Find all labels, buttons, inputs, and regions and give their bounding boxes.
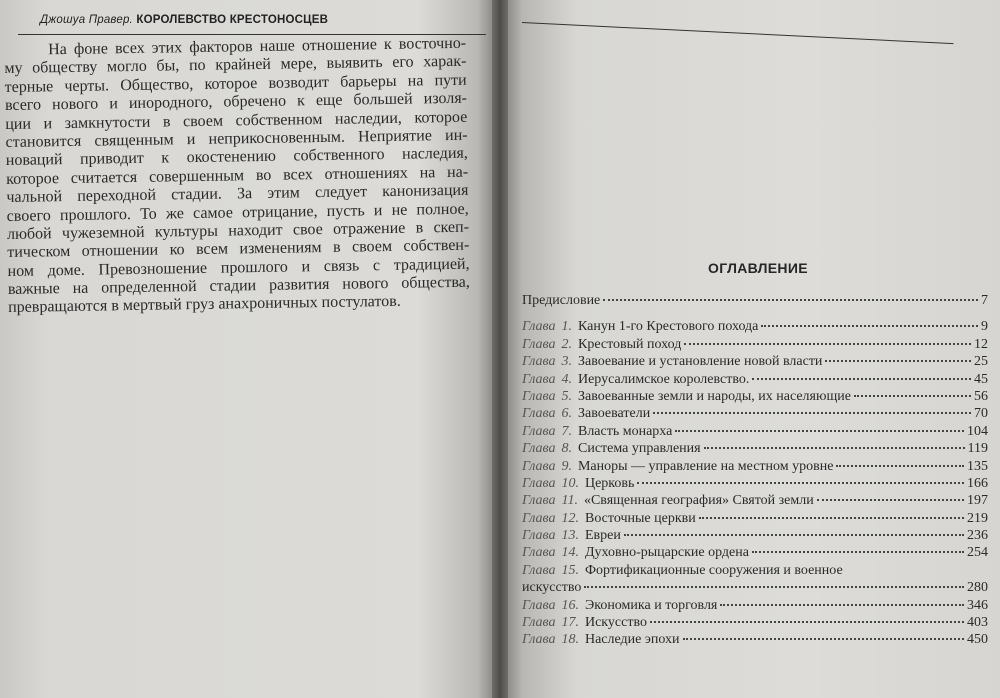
toc-entry-title: Власть монарха bbox=[577, 423, 673, 439]
toc-chapter-label: Глава bbox=[522, 406, 556, 422]
toc-chapter-label: Глава bbox=[522, 493, 556, 509]
toc-entry-chapter bbox=[522, 544, 988, 561]
text-line: любой чужеземной культуры находит свое отражение в скеп- bbox=[6, 218, 470, 243]
body-paragraph bbox=[4, 35, 470, 318]
toc-chapter-label: Глава bbox=[522, 388, 556, 404]
toc-entry-chapter bbox=[522, 458, 988, 475]
toc-chapter-label: Глава bbox=[522, 336, 556, 352]
toc-chapter-number: 6. bbox=[561, 406, 572, 422]
toc-entry-continuation bbox=[522, 579, 988, 596]
text-line: всего нового и инородного, обречено к еще большей изоля- bbox=[4, 89, 468, 115]
toc-entry-title: Система управления bbox=[577, 441, 701, 457]
toc-entry-title: Иерусалимское королевство. bbox=[577, 371, 750, 387]
toc-entry-page: 12 bbox=[974, 336, 988, 352]
toc-chapter-number: 8. bbox=[561, 441, 572, 457]
toc-entry-title: Предисловие bbox=[522, 293, 601, 308]
toc-leader-dots bbox=[584, 586, 964, 588]
toc-entry-title: Экономика и торговля bbox=[584, 597, 718, 613]
toc-leader-dots bbox=[854, 395, 971, 397]
toc-chapter-number: 16. bbox=[561, 597, 579, 613]
toc-entry-title: Завоеванные земли и народы, их населяющие bbox=[577, 388, 851, 404]
toc-leader-dots bbox=[637, 482, 964, 484]
text-line: которое считается совершенным во всех отношениях на на- bbox=[6, 163, 469, 188]
text-line: тическом отношении ко всем изменениям в своем собствен- bbox=[7, 237, 470, 262]
toc-leader-dots bbox=[704, 447, 965, 449]
toc-entry-title: Крестовый поход bbox=[577, 336, 682, 352]
toc-chapter-number: 17. bbox=[561, 615, 579, 631]
text-line: ции и замкнутости в своем собственном наследии, которое bbox=[5, 108, 468, 133]
toc-entry-title: Фортификационные сооружения и военное bbox=[584, 562, 843, 578]
toc-chapter-number: 4. bbox=[561, 371, 572, 387]
toc-entry-page: 450 bbox=[967, 632, 988, 648]
toc-leader-dots bbox=[650, 621, 964, 623]
toc-leader-dots bbox=[624, 534, 964, 536]
running-head bbox=[40, 14, 470, 26]
toc-chapter-number: 11. bbox=[561, 493, 578, 509]
toc-entry-page: 7 bbox=[981, 293, 988, 308]
table-of-contents bbox=[522, 292, 988, 649]
toc-entry-chapter bbox=[522, 510, 988, 527]
toc-leader-dots bbox=[836, 465, 964, 467]
toc-leader-dots bbox=[699, 517, 964, 519]
toc-entry-page: 135 bbox=[967, 458, 988, 474]
toc-leader-dots bbox=[817, 499, 964, 501]
toc-entry-page: 45 bbox=[974, 371, 988, 387]
left-page bbox=[0, 0, 492, 698]
toc-entry-chapter bbox=[522, 527, 988, 544]
toc-entry-chapter bbox=[522, 492, 988, 509]
text-line: терные черты. Общество, которое возводит барьеры на пути bbox=[4, 71, 467, 96]
running-head-author: Джошуа Правер. bbox=[40, 14, 133, 26]
text-line: своего прошлого. То же самое отрицание, пусть и не полное, bbox=[6, 200, 469, 225]
toc-chapter-number: 15. bbox=[561, 562, 579, 578]
toc-entry-chapter bbox=[522, 336, 988, 353]
toc-chapter-label: Глава bbox=[522, 528, 556, 544]
text-line: важные на определенной стадии развития нового общества, bbox=[7, 273, 470, 299]
toc-entry-page: 119 bbox=[967, 441, 988, 457]
toc-chapter-label: Глава bbox=[522, 615, 556, 631]
toc-entry-chapter bbox=[522, 440, 988, 457]
toc-entry-title: Завоеватели bbox=[577, 406, 651, 422]
toc-entry-preface bbox=[522, 292, 988, 309]
toc-entry-title: Маноры — управление на местном уровне bbox=[577, 458, 834, 474]
toc-chapter-label: Глава bbox=[522, 371, 556, 387]
toc-entry-title: Духовно-рыцарские ордена bbox=[584, 545, 749, 561]
toc-leader-dots bbox=[675, 430, 964, 432]
toc-entry-page: 280 bbox=[967, 580, 988, 596]
toc-chapter-number: 18. bbox=[561, 632, 579, 648]
toc-leader-dots bbox=[720, 604, 964, 606]
toc-leader-dots bbox=[684, 343, 971, 345]
toc-entry-chapter bbox=[522, 631, 988, 648]
toc-entry-title: Наследие эпохи bbox=[584, 632, 680, 648]
toc-chapter-number: 3. bbox=[561, 354, 572, 370]
toc-leader-dots bbox=[752, 378, 971, 380]
toc-entry-chapter bbox=[522, 353, 988, 370]
toc-entry-title: Восточные церкви bbox=[584, 510, 696, 526]
toc-chapter-number: 5. bbox=[561, 388, 572, 404]
toc-chapter-number: 13. bbox=[561, 528, 579, 544]
toc-entry-page: 197 bbox=[967, 493, 988, 509]
toc-entry-title: Искусство bbox=[584, 615, 647, 631]
toc-leader-dots bbox=[603, 299, 978, 301]
toc-entry-chapter bbox=[522, 614, 988, 631]
toc-leader-dots bbox=[825, 360, 971, 362]
toc-entry-page: 104 bbox=[967, 423, 988, 439]
toc-leader-dots bbox=[683, 638, 964, 640]
toc-entry-chapter bbox=[522, 423, 988, 440]
toc-entry-chapter bbox=[522, 562, 988, 579]
toc-entry-title: Церковь bbox=[584, 475, 635, 491]
toc-entry-page: 9 bbox=[981, 319, 988, 335]
running-head-title: КОРОЛЕВСТВО КРЕСТОНОСЦЕВ bbox=[136, 14, 329, 26]
text-line: му обществу могло бы, по крайней мере, выявить его харак- bbox=[4, 53, 467, 78]
text-line: чальной переходной стадии. За этим следует канонизация bbox=[6, 181, 469, 207]
text-line: На фоне всех этих факторов наше отношение к восточно- bbox=[47, 34, 467, 59]
toc-entry-page: 166 bbox=[967, 475, 988, 491]
toc-entry-chapter bbox=[522, 388, 988, 405]
toc-entry-title: Завоевание и установление новой власти bbox=[577, 354, 823, 370]
text-line: становится священным и неприкосновенным. Неприятие ин- bbox=[5, 126, 468, 151]
toc-chapter-number: 2. bbox=[561, 336, 572, 352]
toc-entry-page: 254 bbox=[967, 545, 988, 561]
book-gutter bbox=[492, 0, 508, 698]
toc-chapter-number: 10. bbox=[561, 475, 579, 491]
toc-chapter-number: 14. bbox=[561, 545, 579, 561]
toc-chapter-label: Глава bbox=[522, 632, 556, 648]
toc-chapter-label: Глава bbox=[522, 458, 556, 474]
toc-entry-page: 236 bbox=[967, 528, 988, 544]
text-line: новаций приводит к окостенению собственного наследия, bbox=[5, 145, 468, 170]
toc-entry-page: 346 bbox=[967, 597, 988, 613]
toc-chapter-label: Глава bbox=[522, 423, 556, 439]
toc-entry-chapter bbox=[522, 318, 988, 335]
toc-chapter-label: Глава bbox=[522, 319, 556, 335]
toc-chapter-label: Глава bbox=[522, 475, 556, 491]
toc-entry-title: «Священная география» Святой земли bbox=[583, 493, 814, 509]
toc-chapter-label: Глава bbox=[522, 545, 556, 561]
toc-entry-page: 25 bbox=[974, 354, 988, 370]
toc-entry-chapter bbox=[522, 371, 988, 388]
toc-entry-chapter bbox=[522, 475, 988, 492]
toc-leader-dots bbox=[752, 551, 964, 553]
toc-heading: ОГЛАВЛЕНИЕ bbox=[708, 260, 808, 276]
toc-entry-title: Канун 1-го Крестового похода bbox=[577, 319, 759, 335]
toc-entry-page: 219 bbox=[967, 510, 988, 526]
toc-entry-chapter bbox=[522, 597, 988, 614]
toc-entry-title: Евреи bbox=[584, 528, 621, 544]
toc-entry-chapter bbox=[522, 405, 988, 422]
text-line: ном доме. Превозношение прошлого и связь с традицией, bbox=[7, 255, 470, 280]
toc-leader-dots bbox=[761, 325, 978, 327]
toc-chapter-label: Глава bbox=[522, 441, 556, 457]
toc-entry-title-cont: искусство bbox=[522, 580, 582, 596]
toc-chapter-number: 7. bbox=[561, 423, 572, 439]
toc-leader-dots bbox=[653, 412, 971, 414]
toc-entry-page: 70 bbox=[974, 406, 988, 422]
toc-entry-page: 56 bbox=[974, 388, 988, 404]
toc-chapter-label: Глава bbox=[522, 354, 556, 370]
toc-chapter-number: 1. bbox=[561, 319, 572, 335]
toc-chapter-number: 9. bbox=[561, 458, 572, 474]
toc-entry-page: 403 bbox=[967, 615, 988, 631]
toc-chapter-label: Глава bbox=[522, 597, 556, 613]
toc-chapter-label: Глава bbox=[522, 562, 556, 578]
toc-chapter-number: 12. bbox=[561, 510, 579, 526]
text-line: превращаются в мертвый груз анахроничных постулатов. bbox=[8, 293, 401, 317]
toc-chapter-label: Глава bbox=[522, 510, 556, 526]
